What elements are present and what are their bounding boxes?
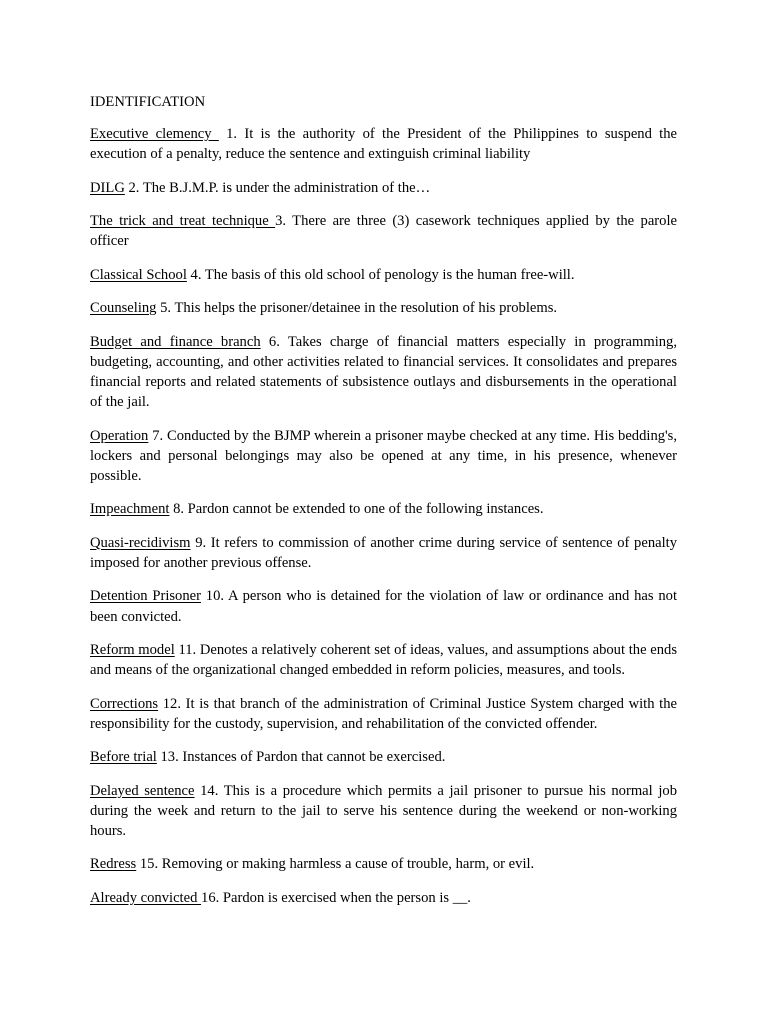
document-heading: IDENTIFICATION <box>90 94 206 110</box>
answer-text: Operation <box>90 427 149 444</box>
answer-text: Counseling <box>90 300 157 317</box>
answer-text: Impeachment <box>90 501 170 518</box>
answer-text: Delayed sentence <box>90 782 195 799</box>
answer-text: Detention Prisoner <box>90 588 201 605</box>
question-text: 9. It refers to commission of another crime during service of sentence of penalty imposed for another previous offense. <box>90 534 677 571</box>
question-item-15 <box>90 854 677 874</box>
question-item-3 <box>90 211 677 251</box>
question-text: 4. The basis of this old school of penology is the human free-will. <box>186 266 575 283</box>
question-item-7 <box>90 426 677 487</box>
answer-text: Already convicted <box>90 889 202 906</box>
question-text: 2. The B.J.M.P. is under the administration of the… <box>124 179 431 196</box>
question-item-11 <box>90 640 677 680</box>
answer-text: Redress <box>90 856 137 873</box>
question-item-10 <box>90 586 677 626</box>
question-item-14 <box>90 781 677 842</box>
question-item-9 <box>90 533 677 573</box>
answer-text: DILG <box>90 179 125 196</box>
answer-text: Budget and finance branch <box>90 333 261 350</box>
answer-text: Corrections <box>90 695 159 712</box>
question-text: 1. It is the authority of the President of the Philippines to suspend the execution of a penalty, reduce the sentence and extinguish criminal liability <box>90 126 678 163</box>
question-text: 7. Conducted by the BJMP wherein a prisoner maybe checked at any time. His bedding's, lockers and personal belongings may also be opened at any time, in his presence, whenever possible. <box>90 427 677 484</box>
question-item-8 <box>90 499 677 519</box>
question-text: 5. This helps the prisoner/detainee in the resolution of his problems. <box>156 300 558 317</box>
question-text: 3. There are three (3) casework techniques applied by the parole officer <box>90 213 678 250</box>
question-text: 8. Pardon cannot be extended to one of the following instances. <box>169 501 544 518</box>
question-text: 14. This is a procedure which permits a jail prisoner to pursue his normal job during the week and return to the jail to serve his sentence during the weekend or non-working hours. <box>90 782 677 839</box>
answer-text: Before trial <box>90 749 157 766</box>
question-text: 15. Removing or making harmless a cause of trouble, harm, or evil. <box>136 856 535 873</box>
answer-text: Executive clemency <box>90 126 219 143</box>
question-text: 13. Instances of Pardon that cannot be exercised. <box>156 749 446 766</box>
question-item-1 <box>90 124 677 164</box>
answer-text: Quasi-recidivism <box>90 534 191 551</box>
question-text: 6. Takes charge of financial matters especially in programming, budgeting, accounting, and other activities related to financial services. It consolidates and prepares financial reports and related statements of subsistence outlays and disbursements in the operational of the jail. <box>90 333 677 411</box>
question-text: 11. Denotes a relatively coherent set of ideas, values, and assumptions about the ends and means of the organizational changed embedded in reform policies, measures, and tools. <box>90 641 677 679</box>
question-item-5 <box>90 298 677 318</box>
question-item-13 <box>90 747 677 767</box>
question-text: 10. A person who is detained for the violation of law or ordinance and has not been convicted. <box>90 588 677 625</box>
question-item-2 <box>90 178 677 198</box>
answer-text: The trick and treat technique <box>90 213 276 230</box>
question-item-4 <box>90 265 677 285</box>
document-page <box>90 92 677 921</box>
answer-text: Reform model <box>90 641 175 658</box>
answer-text: Classical School <box>90 266 187 283</box>
question-text: 12. It is that branch of the administration of Criminal Justice System charged with the responsibility for the custody, supervision, and rehabilitation of the convicted offender. <box>90 695 677 732</box>
question-item-16 <box>90 888 677 908</box>
question-item-12 <box>90 694 677 734</box>
question-text: 16. Pardon is exercised when the person is __. <box>201 889 471 906</box>
question-item-6 <box>90 332 677 413</box>
